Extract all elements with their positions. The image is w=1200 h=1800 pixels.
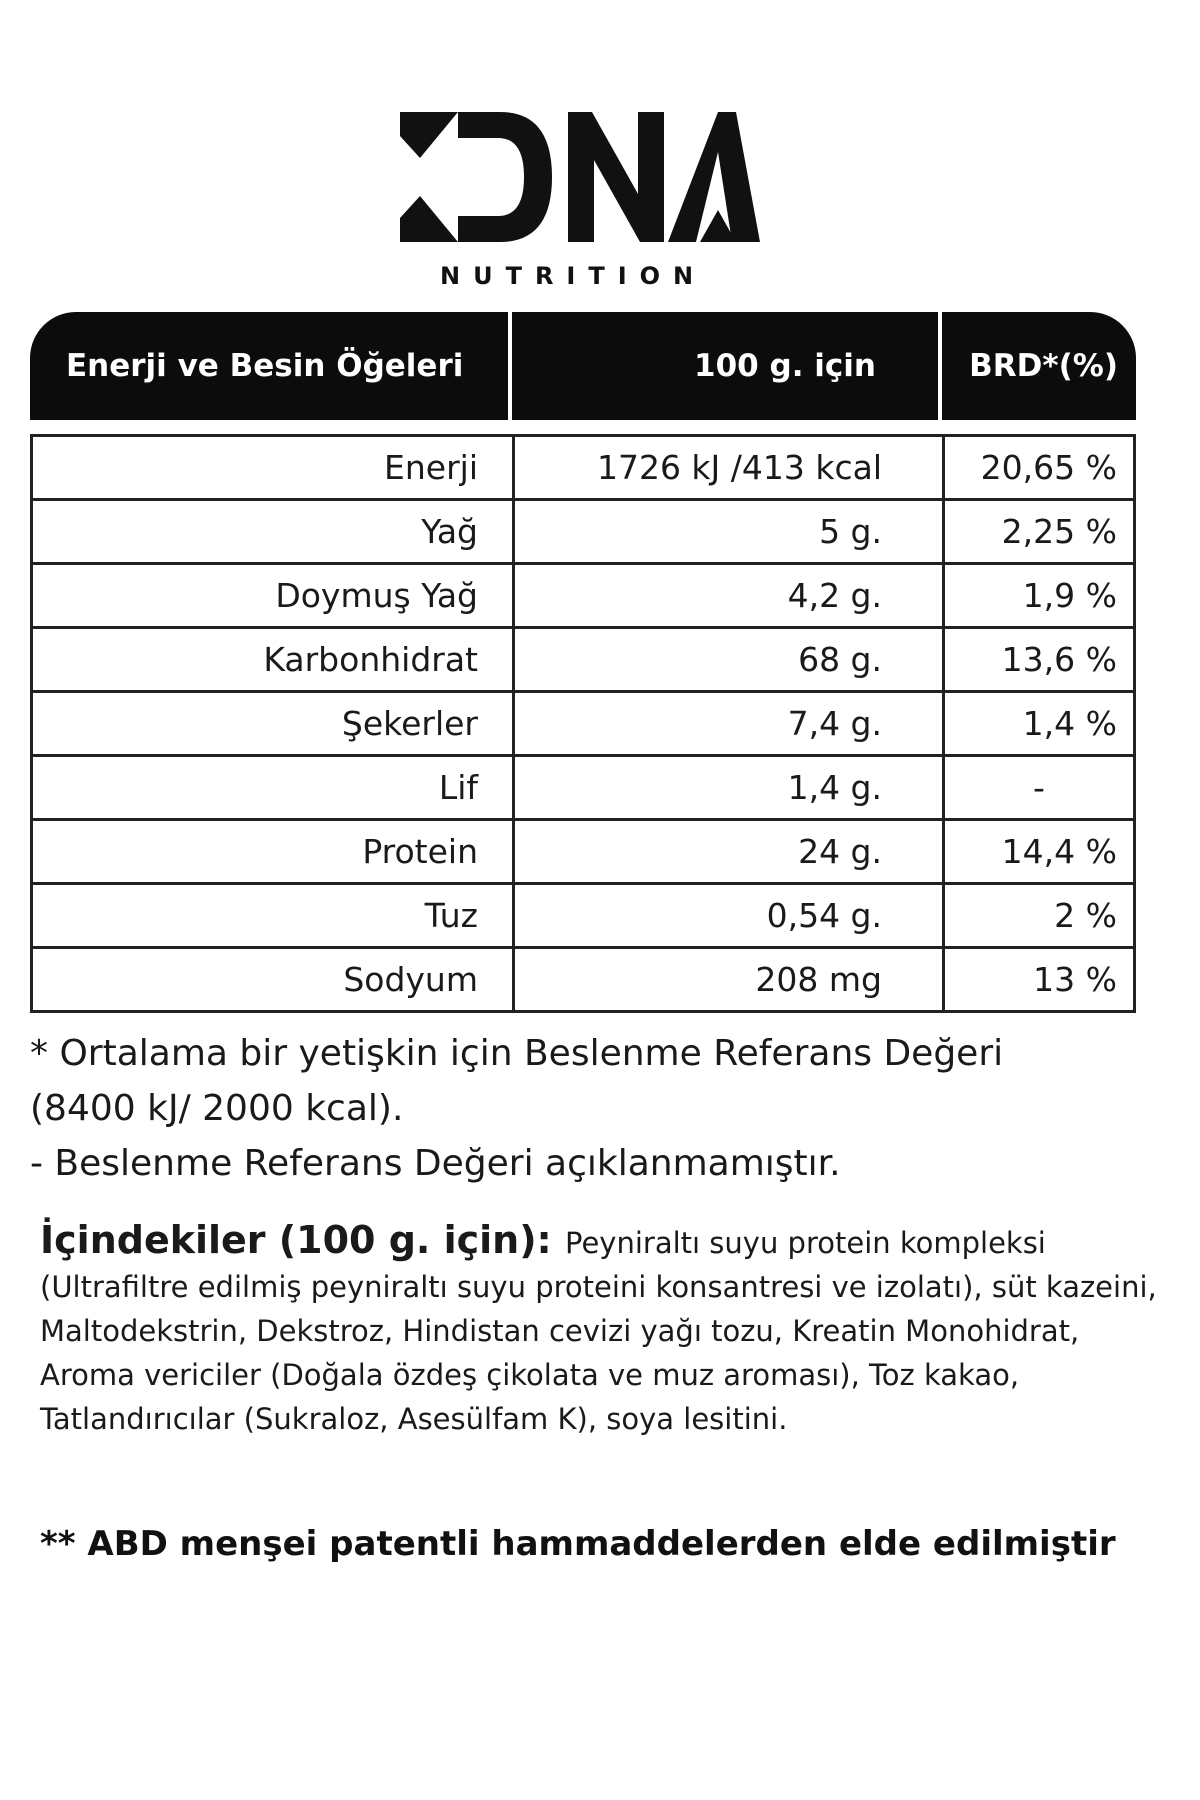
note-brd-energy: (8400 kJ/ 2000 kcal). xyxy=(30,1088,404,1129)
row-value: 24 g. xyxy=(515,821,945,882)
dna-logo xyxy=(400,112,760,242)
row-percent: 1,9 % xyxy=(1022,576,1117,615)
row-percent: 14,4 % xyxy=(1001,832,1117,871)
table-row xyxy=(33,437,1133,501)
table-row xyxy=(33,821,1133,885)
dna-nutrition-logo-icon xyxy=(400,112,760,242)
row-name: Yağ xyxy=(33,501,515,562)
table-body xyxy=(30,434,1136,1013)
table-header xyxy=(30,312,1136,420)
row-value: 208 mg xyxy=(515,949,945,1010)
note-brd-definition: * Ortalama bir yetişkin için Beslenme Referans Değeri xyxy=(30,1033,1004,1074)
row-name: Tuz xyxy=(33,885,515,946)
row-percent: 20,65 % xyxy=(980,448,1117,487)
row-percent: 1,4 % xyxy=(1022,704,1117,743)
ingredients-title: İçindekiler (100 g. için): xyxy=(40,1218,565,1262)
row-name: Protein xyxy=(33,821,515,882)
row-name: Lif xyxy=(33,757,515,818)
table-row xyxy=(33,885,1133,949)
row-value: 0,54 g. xyxy=(515,885,945,946)
table-row xyxy=(33,693,1133,757)
row-percent: - xyxy=(1033,768,1045,807)
table-row xyxy=(33,565,1133,629)
origin-footnote: ** ABD menşei patentli hammaddelerden elde edilmiştir xyxy=(40,1524,1116,1564)
brand-subtitle: NUTRITION xyxy=(440,262,707,290)
ingredients-section xyxy=(40,1218,1160,1441)
row-percent: 2,25 % xyxy=(1001,512,1117,551)
row-name: Sodyum xyxy=(33,949,515,1010)
table-row xyxy=(33,501,1133,565)
row-name: Enerji xyxy=(33,437,515,498)
nutrition-table xyxy=(30,312,1136,1013)
row-percent: 2 % xyxy=(1054,896,1117,935)
row-value: 1726 kJ /413 kcal xyxy=(515,437,945,498)
header-per-100g: 100 g. için xyxy=(512,312,942,420)
table-row xyxy=(33,629,1133,693)
table-row xyxy=(33,757,1133,821)
row-value: 5 g. xyxy=(515,501,945,562)
row-value: 68 g. xyxy=(515,629,945,690)
row-percent: 13,6 % xyxy=(1001,640,1117,679)
note-brd-missing: - Beslenme Referans Değeri açıklanmamıştır. xyxy=(30,1143,841,1184)
ingredients-text: Peyniraltı suyu protein kompleksi (Ultrafiltre edilmiş peyniraltı suyu proteini konsantresi ve izolatı), süt kazeini, Maltodekstrin, Dekstroz, Hindistan cevizi yağı tozu, Kreatin Monohidrat, Aroma vericiler (Doğala özdeş çikolata ve muz aroması), Toz kakao, Tatlandırıcılar (Sukraloz, Asesülfam K), soya lesitini. xyxy=(40,1226,1157,1436)
row-value: 4,2 g. xyxy=(515,565,945,626)
table-row xyxy=(33,949,1133,1013)
row-name: Doymuş Yağ xyxy=(33,565,515,626)
row-value: 1,4 g. xyxy=(515,757,945,818)
header-nutrient: Enerji ve Besin Öğeleri xyxy=(30,312,512,420)
row-name: Karbonhidrat xyxy=(33,629,515,690)
row-value: 7,4 g. xyxy=(515,693,945,754)
header-brd: BRD*(%) xyxy=(969,348,1118,384)
row-name: Şekerler xyxy=(33,693,515,754)
reference-notes xyxy=(30,1026,1150,1191)
row-percent: 13 % xyxy=(1033,960,1117,999)
